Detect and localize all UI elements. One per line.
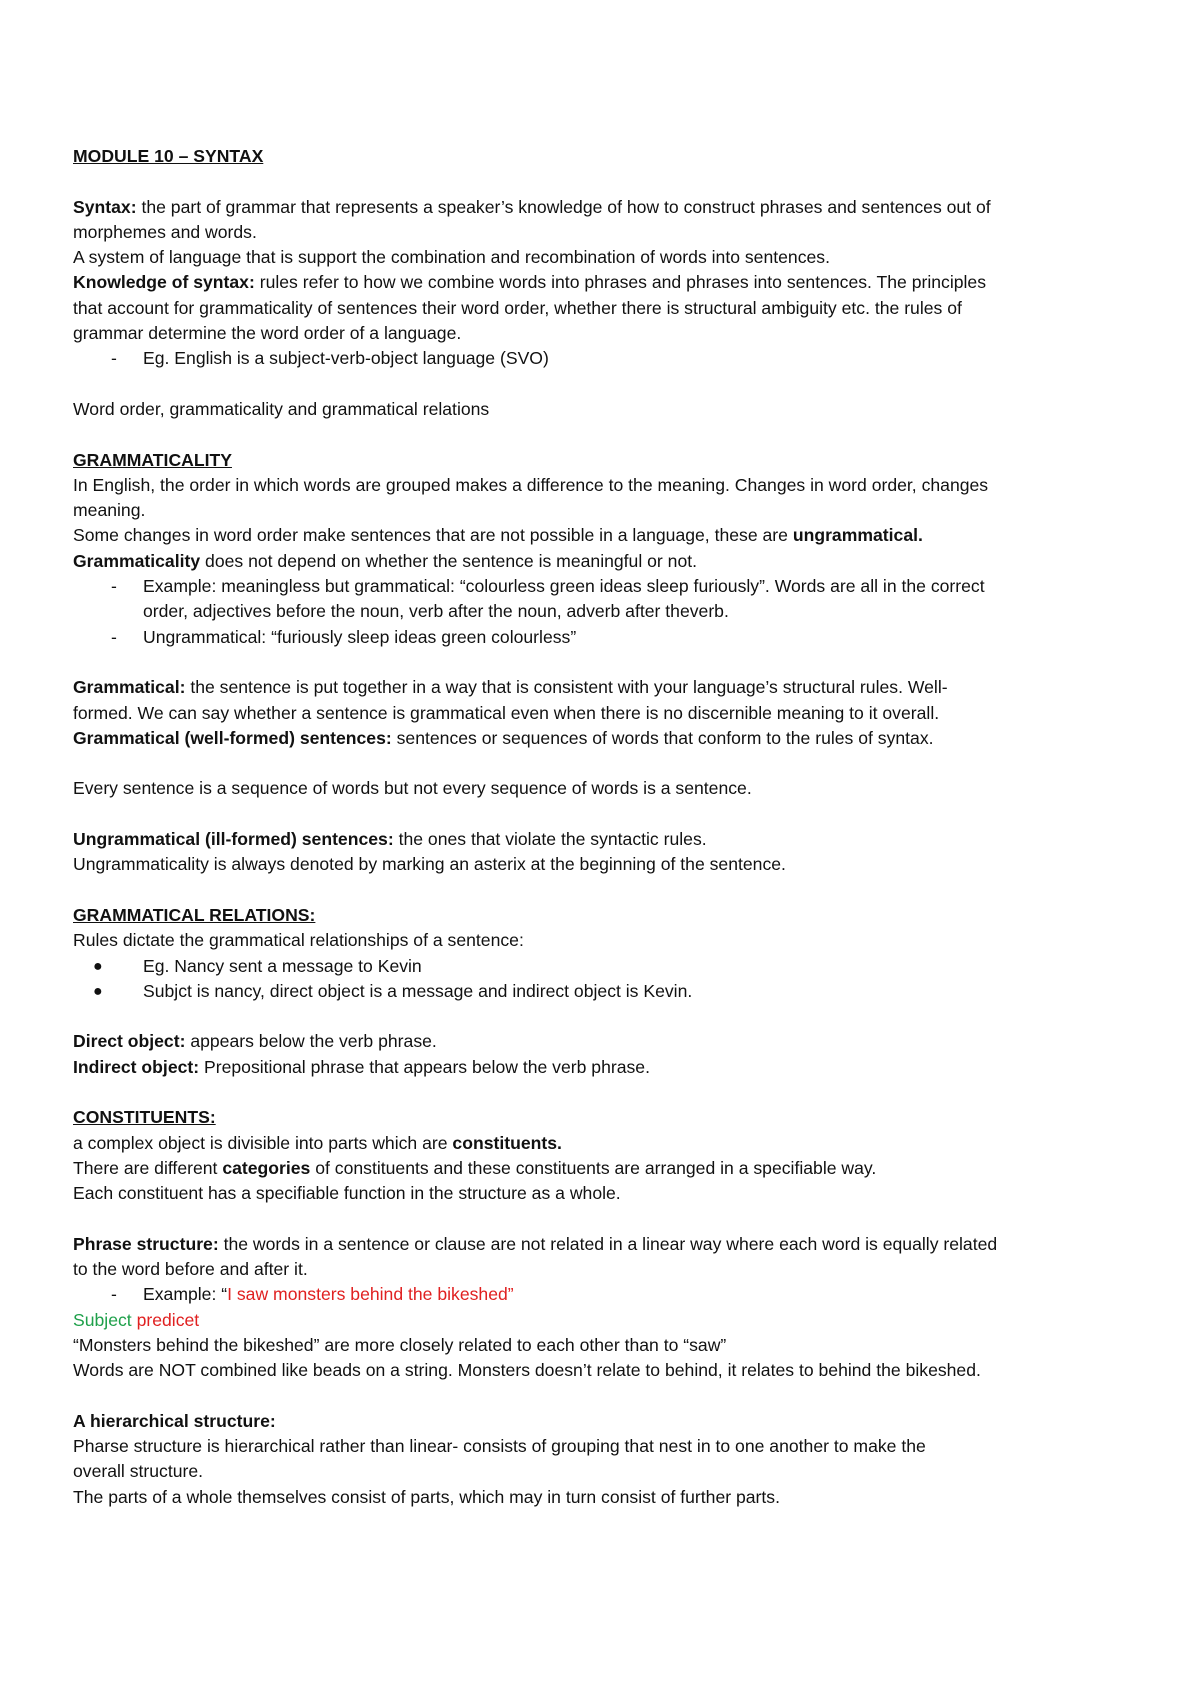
section-heading-grammatical-relations: GRAMMATICAL RELATIONS:	[73, 904, 316, 925]
section-heading-hierarchical-structure	[73, 1409, 1153, 1434]
definition-text: sentences or sequences of words that conform to the rules of syntax.	[391, 727, 934, 748]
spacer	[73, 802, 1153, 827]
definition-text: Prepositional phrase that appears below the verb phrase.	[199, 1056, 650, 1077]
spacer	[73, 1004, 1153, 1029]
list-item-text: Example: “	[143, 1284, 228, 1305]
paragraph: Pharse structure is hierarchical rather than linear- consists of grouping that nest in to one another to make the	[73, 1436, 926, 1457]
dash-marker: -	[111, 576, 117, 597]
list-item	[73, 954, 1153, 979]
term-categories: categories	[222, 1157, 311, 1178]
definition-text: the words in a sentence or clause are not related in a linear way where each word is equally related	[218, 1233, 998, 1254]
spacer	[73, 751, 1153, 776]
paragraph: “Monsters behind the bikeshed” are more closely related to each other than to “saw”	[73, 1334, 727, 1355]
paragraph	[73, 1156, 1153, 1181]
list-item	[73, 346, 1153, 371]
paragraph: overall structure.	[73, 1461, 204, 1482]
list-item	[73, 1282, 1153, 1307]
paragraph: The parts of a whole themselves consist of parts, which may in turn consist of further parts.	[73, 1486, 780, 1507]
bullet-icon: ●	[93, 982, 103, 1000]
spacer	[73, 422, 1153, 447]
phrase-structure-definition-cont: to the word before and after it.	[73, 1259, 308, 1280]
paragraph-text: a complex object is divisible into parts which are	[73, 1132, 453, 1153]
paragraph-text: There are different	[73, 1157, 223, 1178]
paragraph: Every sentence is a sequence of words but not every sequence of words is a sentence.	[73, 778, 752, 799]
list-item	[73, 979, 1153, 1004]
page-title: MODULE 10 – SYNTAX	[73, 146, 264, 166]
paragraph-text: does not depend on whether the sentence is meaningful or not.	[200, 550, 698, 571]
knowledge-definition-cont: that account for grammaticality of sentences their word order, whether there is structural ambiguity etc. the rules of	[73, 297, 962, 318]
list-item-text: Subjct is nancy, direct object is a message and indirect object is Kevin.	[143, 980, 693, 1001]
grammatical-definition-cont: formed. We can say whether a sentence is grammatical even when there is no discernible meaning to it overall.	[73, 702, 940, 723]
spacer	[73, 1206, 1153, 1231]
bullet-icon: ●	[93, 957, 103, 975]
term-grammaticality: Grammaticality	[73, 550, 201, 571]
term-constituents: constituents.	[452, 1132, 562, 1153]
term-knowledge-of-syntax: Knowledge of syntax:	[73, 272, 255, 293]
example-sentence: I saw monsters behind the bikeshed”	[227, 1284, 514, 1305]
list-item-text: Ungrammatical: “furiously sleep ideas green colourless”	[143, 626, 577, 647]
list-item-text: Eg. English is a subject-verb-object language (SVO)	[143, 348, 549, 369]
definition-text: appears below the verb phrase.	[185, 1031, 437, 1052]
list-item	[73, 574, 1153, 599]
term-well-formed: Grammatical (well-formed) sentences:	[73, 727, 392, 748]
knowledge-definition-cont: grammar determine the word order of a language.	[73, 323, 462, 344]
syntax-definition	[73, 195, 1153, 220]
list-item	[73, 625, 1153, 650]
term-ungrammatical: ungrammatical.	[792, 525, 923, 546]
list-item-text: Example: meaningless but grammatical: “colourless green ideas sleep furiously”. Words are all in the correct	[143, 576, 985, 597]
list-item-cont: order, adjectives before the noun, verb after the noun, adverb after theverb.	[143, 601, 729, 622]
spacer	[73, 1080, 1153, 1105]
term-indirect-object: Indirect object:	[73, 1056, 200, 1077]
paragraph	[73, 1131, 1153, 1156]
direct-object-definition	[73, 1029, 1153, 1054]
term-ill-formed: Ungrammatical (ill-formed) sentences:	[73, 829, 394, 850]
predicate-label: predicet	[131, 1309, 200, 1330]
phrase-structure-definition	[73, 1232, 1153, 1257]
dash-marker: -	[111, 348, 117, 369]
system-line: A system of language that is support the combination and recombination of words into sentences.	[73, 247, 830, 268]
syntax-definition-cont: morphemes and words.	[73, 221, 257, 242]
definition-text: the ones that violate the syntactic rules.	[393, 829, 707, 850]
paragraph-text: Some changes in word order make sentences that are not possible in a language, these are	[73, 525, 793, 546]
heading-text: A hierarchical structure:	[73, 1410, 276, 1431]
indirect-object-definition	[73, 1055, 1153, 1080]
spacer	[73, 1384, 1153, 1409]
subject-predicate-line	[73, 1308, 1153, 1333]
paragraph: Rules dictate the grammatical relationships of a sentence:	[73, 930, 524, 951]
document-page	[73, 144, 1153, 1510]
paragraph-text: of constituents and these constituents are arranged in a specifiable way.	[310, 1157, 877, 1178]
definition-text: the sentence is put together in a way that is consistent with your language’s structural rules. Well-	[185, 677, 948, 698]
term-syntax: Syntax:	[73, 196, 137, 217]
topics-line: Word order, grammaticality and grammatical relations	[73, 398, 490, 419]
wellformed-definition	[73, 726, 1153, 751]
list-item-text: Eg. Nancy sent a message to Kevin	[143, 955, 422, 976]
paragraph: Each constituent has a specifiable function in the structure as a whole.	[73, 1183, 621, 1204]
paragraph	[73, 549, 1153, 574]
knowledge-definition	[73, 270, 1153, 295]
definition-text: the part of grammar that represents a speaker’s knowledge of how to construct phrases and sentences out of	[136, 196, 991, 217]
paragraph: Ungrammaticality is always denoted by marking an asterix at the beginning of the sentence.	[73, 854, 786, 875]
illformed-definition	[73, 827, 1153, 852]
subject-label: Subject	[73, 1309, 132, 1330]
spacer	[73, 372, 1153, 397]
grammatical-definition	[73, 675, 1153, 700]
dash-marker: -	[111, 1284, 117, 1305]
spacer	[73, 169, 1153, 194]
definition-text: rules refer to how we combine words into phrases and phrases into sentences. The principles	[254, 272, 987, 293]
spacer	[73, 650, 1153, 675]
section-heading-constituents: CONSTITUENTS:	[73, 1107, 216, 1128]
paragraph: In English, the order in which words are grouped makes a difference to the meaning. Changes in word order, changes	[73, 474, 989, 495]
term-phrase-structure: Phrase structure:	[73, 1233, 219, 1254]
section-heading-grammaticality: GRAMMATICALITY	[73, 449, 232, 470]
dash-marker: -	[111, 626, 117, 647]
paragraph	[73, 523, 1153, 548]
paragraph: Words are NOT combined like beads on a string. Monsters doesn’t relate to behind, it relates to behind the bikeshed.	[73, 1360, 981, 1381]
paragraph: meaning.	[73, 500, 146, 521]
term-grammatical: Grammatical:	[73, 677, 186, 698]
term-direct-object: Direct object:	[73, 1031, 186, 1052]
spacer	[73, 878, 1153, 903]
